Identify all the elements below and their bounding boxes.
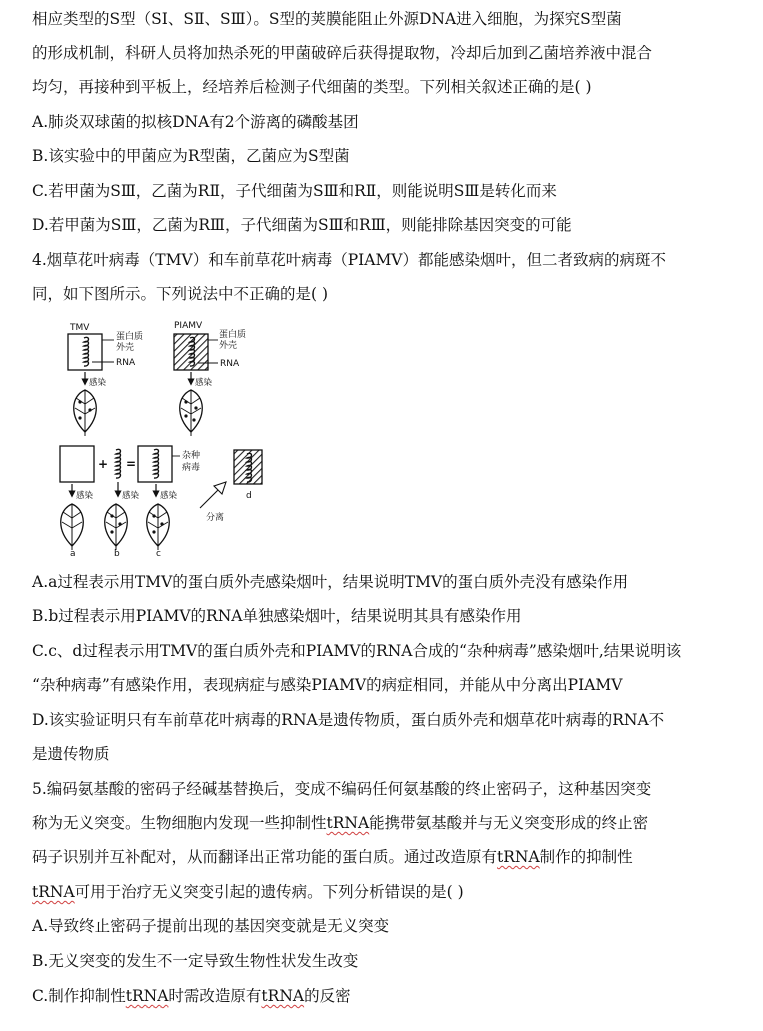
tmv-coat-label-1: 蛋白质 [116, 332, 144, 342]
q3-stem-line-1: 相应类型的S型（SⅠ、SⅡ、SⅢ）。S型的荚膜能阻止外源DNA进入细胞，为探究S型菌 [32, 10, 622, 28]
tmv-coat-box [68, 334, 102, 370]
leaf-a [61, 504, 84, 550]
q4-stem-line-2: 同，如下图所示。下列说法中不正确的是( ) [32, 285, 329, 303]
separated-piamv-box [234, 450, 262, 484]
q5-stem-line-2-head: 称为无义突变。生物细胞内发现一些抑制性 [32, 814, 327, 832]
q5-stem-line-3 [32, 846, 633, 868]
trna-term: tRNA [261, 987, 305, 1005]
piamv-infect-label: 感染 [195, 378, 213, 388]
leaf-b [105, 504, 128, 550]
tmv-coat-only-box [60, 446, 94, 482]
separation-arrow [200, 482, 226, 508]
piamv-coat-box [174, 334, 208, 370]
piamv-leaf [180, 390, 203, 436]
q5-stem-line-4-tail: 可用于治疗无义突变引起的遗传病。下列分析错误的是( ) [74, 883, 464, 901]
q4-stem-line-1: 4.烟草花叶病毒（TMV）和车前草花叶病毒（PIAMV）都能感染烟叶，但二者致病的病斑不 [32, 251, 667, 269]
label-c: c [156, 549, 161, 558]
leaf-c [147, 504, 170, 550]
tmv-rna-label: RNA [116, 358, 136, 368]
faded-edge [380, 985, 500, 1011]
q5-stem-line-2 [32, 812, 648, 834]
q5-stem-line-4 [32, 881, 464, 903]
tmv-label: TMV [70, 323, 90, 333]
svg-text:=: = [126, 457, 137, 471]
q4-option-c-line-2: “杂种病毒”有感染作用，表现病症与感染PIAMV的病症相同，并能从中分离出PIAMV [32, 676, 623, 694]
hybrid-label-1: 杂种 [182, 451, 201, 461]
q4-option-b: B.b过程表示用PIAMV的RNA单独感染烟叶，结果说明其具有感染作用 [32, 607, 522, 625]
q5-option-a: A.导致终止密码子提前出现的基因突变就是无义突变 [32, 917, 390, 935]
infect-label-b: 感染 [122, 491, 140, 501]
tmv-coat-label-2: 外壳 [116, 343, 135, 353]
q3-option-d: D.若甲菌为SⅢ，乙菌为RⅢ，子代细菌为SⅢ和RⅢ，则能排除基因突变的可能 [32, 216, 572, 234]
label-a: a [70, 549, 76, 558]
virus-infection-figure [58, 318, 298, 558]
hybrid-label-2: 病毒 [182, 463, 201, 473]
piamv-rna-only [116, 449, 121, 478]
piamv-rna-label: RNA [220, 359, 240, 369]
q5-stem-line-2-tail: 能携带氨基酸并与无义突变形成的终止密 [369, 814, 649, 832]
q4-option-c-line-1: C.c、d过程表示用TMV的蛋白质外壳和PIAMV的RNA合成的“杂种病毒”感染烟叶,结果说明该 [32, 642, 682, 660]
q5-stem-line-3-head: 码子识别并互补配对，从而翻译出正常功能的蛋白质。通过改造原有 [32, 848, 498, 866]
trna-term: tRNA [326, 814, 370, 832]
q5-option-c-tail: 的反密 [304, 987, 351, 1005]
q3-option-c: C.若甲菌为SⅢ，乙菌为RⅡ，子代细菌为SⅢ和RⅡ，则能说明SⅢ是转化而来 [32, 182, 557, 200]
q5-stem-line-1: 5.编码氨基酸的密码子经碱基替换后，变成不编码任何氨基酸的终止密码子，这种基因突变 [32, 780, 652, 798]
label-b: b [114, 549, 120, 558]
piamv-label: PIAMV [174, 321, 203, 331]
tmv-infect-label: 感染 [89, 378, 107, 388]
trna-term: tRNA [125, 987, 169, 1005]
q5-option-c-head: C.制作抑制性 [32, 987, 126, 1005]
q5-option-c [32, 985, 351, 1007]
hybrid-virus-box [138, 446, 172, 482]
q5-option-b: B.无义突变的发生不一定导致生物性状发生改变 [32, 952, 359, 970]
q4-option-a: A.a过程表示用TMV的蛋白质外壳感染烟叶，结果说明TMV的蛋白质外壳没有感染作用 [32, 573, 629, 591]
q5-option-c-mid: 时需改造原有 [168, 987, 262, 1005]
trna-term: tRNA [32, 883, 75, 901]
piamv-coat-label-1: 蛋白质 [219, 330, 247, 340]
q3-option-b: B.该实验中的甲菌应为R型菌，乙菌应为S型菌 [32, 147, 350, 165]
q5-stem-line-3-tail: 制作的抑制性 [539, 848, 633, 866]
infect-label-a: 感染 [76, 491, 94, 501]
q4-option-d-line-2: 是遗传物质 [32, 745, 110, 763]
q4-option-d-line-1: D.该实验证明只有车前草花叶病毒的RNA是遗传物质，蛋白质外壳和烟草花叶病毒的RNA不 [32, 711, 665, 729]
q3-stem-line-3: 均匀，再接种到平板上，经培养后检测子代细菌的类型。下列相关叙述正确的是( ) [32, 78, 592, 96]
piamv-coat-label-2: 外壳 [219, 341, 238, 351]
label-d: d [246, 491, 252, 501]
q3-stem-line-2: 的形成机制，科研人员将加热杀死的甲菌破碎后获得提取物，冷却后加到乙菌培养液中混合 [32, 44, 653, 62]
q3-option-a: A.肺炎双球菌的拟核DNA有2个游离的磷酸基团 [32, 113, 359, 131]
trna-term: tRNA [497, 848, 540, 866]
separate-label: 分离 [206, 513, 225, 523]
tmv-leaf [74, 390, 97, 436]
svg-text:+: + [98, 457, 109, 471]
infect-label-c: 感染 [160, 491, 178, 501]
